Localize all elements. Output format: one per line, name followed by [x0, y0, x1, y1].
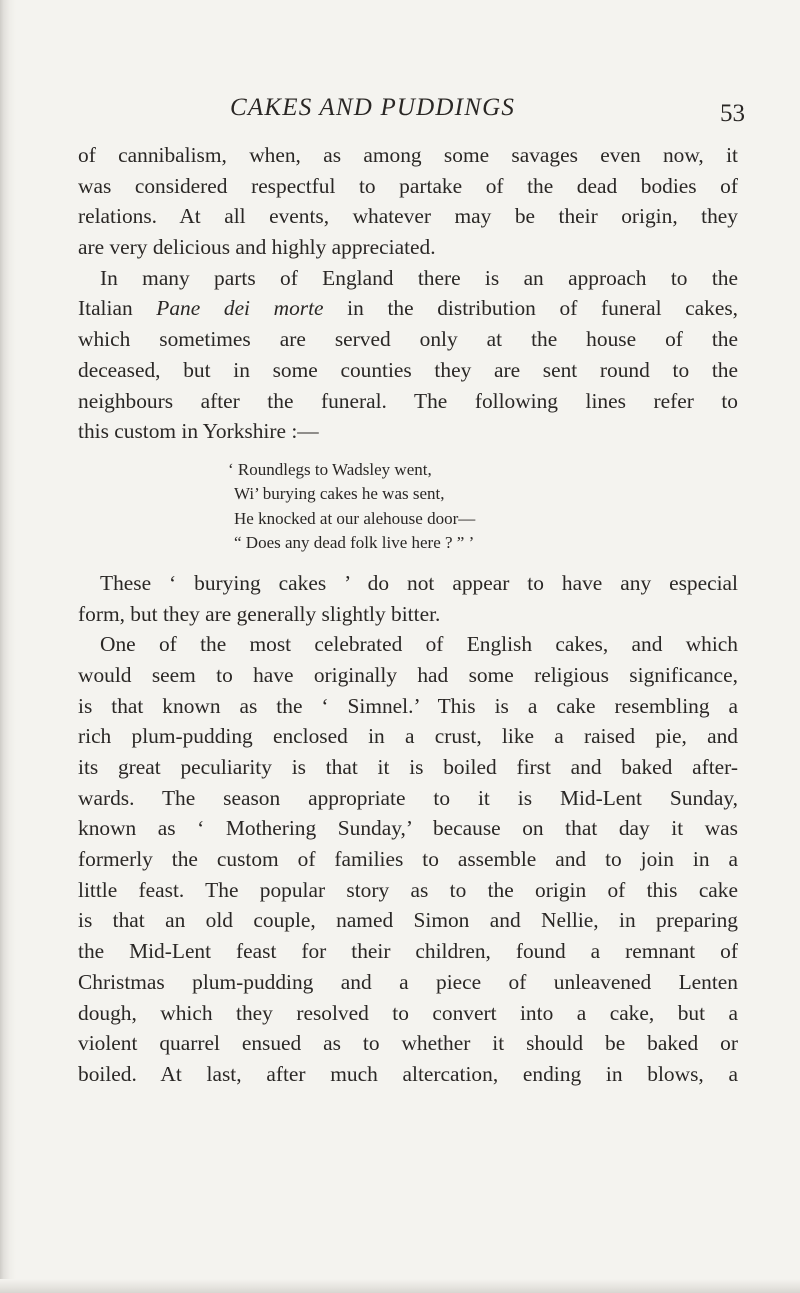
- text-line: was considered respectful to partake of the dead bodies of: [78, 173, 738, 198]
- text-fragment: in the distribution of funeral cakes,: [323, 296, 739, 321]
- page-bottom-shadow: [0, 1279, 800, 1293]
- text-fragment: Italian: [78, 296, 157, 321]
- text-line: One of the most celebrated of English cakes, and which: [100, 632, 738, 657]
- verse-line: “ Does any dead folk live here ? ” ’: [234, 533, 475, 553]
- verse-line: Wi’ burying cakes he was sent,: [234, 484, 445, 504]
- page-header: [0, 94, 800, 128]
- italic-phrase: Pane dei morte: [156, 296, 324, 321]
- text-line: form, but they are generally slightly bitter.: [78, 601, 441, 626]
- text-line: relations. At all events, whatever may be their origin, they: [78, 204, 738, 229]
- text-line: little feast. The popular story as to the origin of this cake: [78, 877, 738, 902]
- text-line: is that an old couple, named Simon and Nellie, in preparing: [78, 908, 738, 933]
- text-line: would seem to have originally had some religious significance,: [78, 662, 738, 687]
- text-line: violent quarrel ensued as to whether it should be baked or: [78, 1031, 738, 1056]
- verse-line: He knocked at our alehouse door—: [234, 508, 476, 528]
- text-line: deceased, but in some counties they are sent round to the: [78, 357, 738, 382]
- text-line: of cannibalism, when, as among some savages even now, it: [78, 143, 738, 167]
- text-line: are very delicious and highly appreciated.: [78, 235, 436, 260]
- spacer: [78, 556, 738, 568]
- page-gutter-shadow: [0, 0, 16, 1293]
- text-line: its great peculiarity is that it is boiled first and baked after-: [78, 755, 738, 779]
- text-line: Christmas plum-pudding and a piece of unleavened Lenten: [78, 969, 738, 994]
- text-line: wards. The season appropriate to it is Mid-Lent Sunday,: [78, 785, 738, 810]
- verse-line: ‘ Roundlegs to Wadsley went,: [228, 459, 432, 479]
- text-line: the Mid-Lent feast for their children, found a remnant of: [78, 939, 738, 964]
- text-line: formerly the custom of families to assemble and to join in a: [78, 847, 738, 872]
- text-line-with-italic: [78, 293, 738, 324]
- body-text: [78, 140, 738, 1090]
- text-line: In many parts of England there is an approach to the: [100, 265, 738, 290]
- text-line: dough, which they resolved to convert into a cake, but a: [78, 1000, 738, 1025]
- page-number: 53: [720, 100, 745, 127]
- text-line: known as ‘ Mothering Sunday,’ because on that day it was: [78, 816, 738, 841]
- spacer: [78, 447, 738, 458]
- running-head: CAKES AND PUDDINGS: [230, 94, 516, 121]
- text-line: neighbours after the funeral. The following lines refer to: [78, 388, 738, 413]
- text-line: is that known as the ‘ Simnel.’ This is a cake resembling a: [78, 693, 738, 718]
- text-line: rich plum-pudding enclosed in a crust, like a raised pie, and: [78, 724, 738, 749]
- text-line: which sometimes are served only at the house of the: [78, 327, 738, 352]
- text-line: These ‘ burying cakes ’ do not appear to have any especial: [100, 570, 738, 595]
- verse-block: [78, 458, 738, 556]
- text-line: this custom in Yorkshire :—: [78, 419, 319, 444]
- text-line: boiled. At last, after much altercation, ending in blows, a: [78, 1061, 738, 1086]
